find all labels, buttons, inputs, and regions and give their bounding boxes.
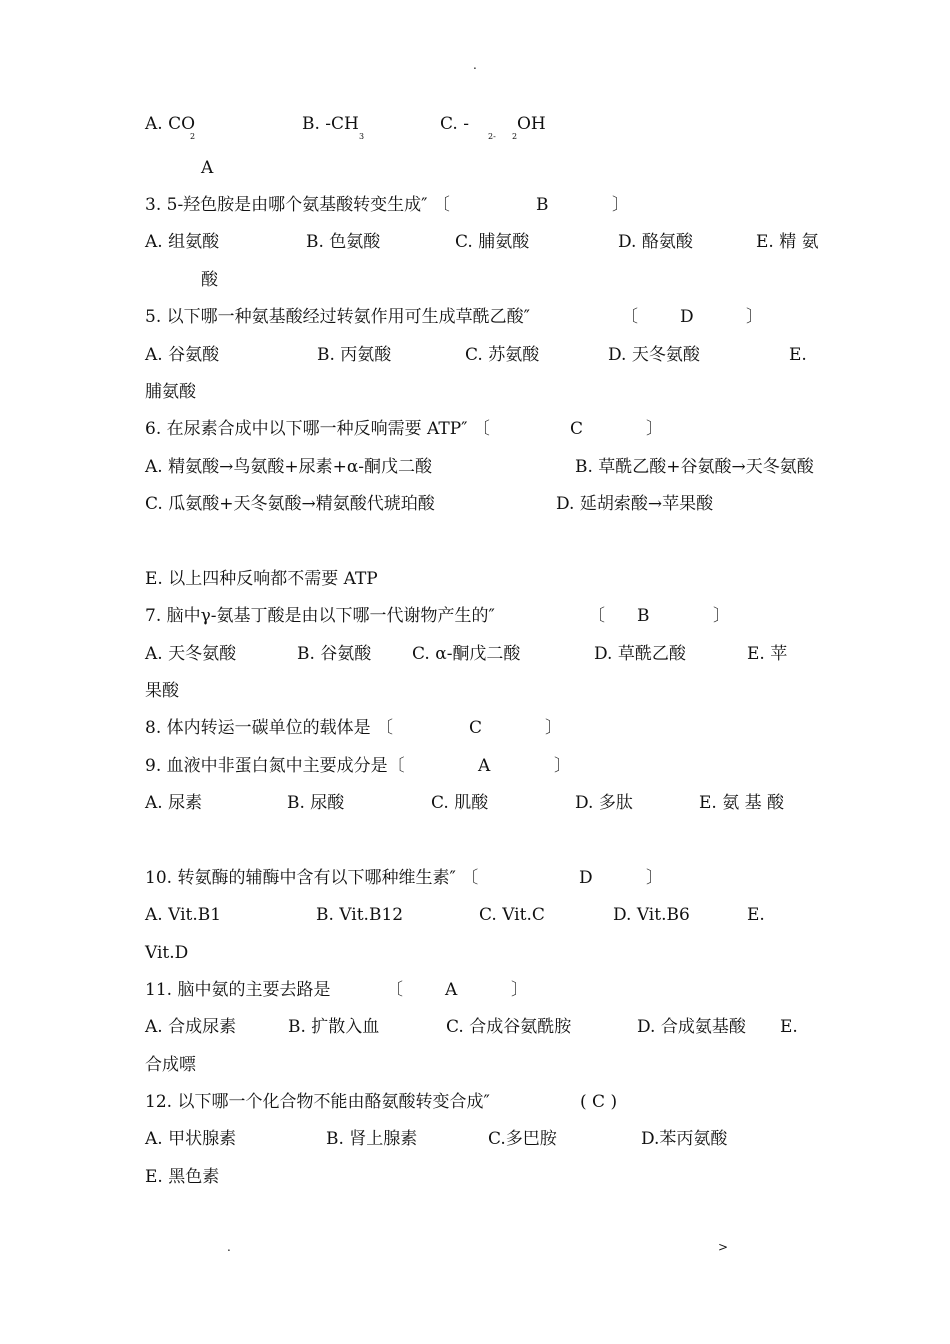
answer: C (570, 419, 584, 439)
answer: B (536, 195, 549, 215)
option-d: D.苯丙氨酸 (641, 1129, 728, 1149)
footer-dot: . (227, 1240, 231, 1254)
option-b: B. 谷氨酸 (297, 644, 372, 664)
option-c: C. 苏氨酸 (465, 345, 540, 365)
option-c: C. 肌酸 (431, 793, 489, 813)
answer: A (445, 980, 458, 1000)
option-a: A. 甲状腺素 (145, 1129, 237, 1149)
option-c: C. 脯氨酸 (455, 232, 530, 252)
option-b: B. -CH (302, 114, 359, 134)
header-dot: . (473, 58, 477, 72)
option-e: E. 精 氨 (756, 232, 819, 252)
option-a: A. 天冬氨酸 (145, 644, 237, 664)
option-e: E. 苹 (747, 644, 788, 664)
option-d: D. 多肽 (575, 793, 633, 813)
option-e-wrap: 酸 (201, 270, 218, 290)
option-e-wrap: Vit.D (145, 943, 189, 963)
option-c: C. 瓜氨酸+天冬氨酸→精氨酸代琥珀酸 (145, 494, 435, 514)
option-c: C.多巴胺 (488, 1129, 557, 1149)
option-d: D. 合成氨基酸 (637, 1017, 746, 1037)
option-b: B. Vit.B12 (316, 905, 404, 925)
question-stem: 8. 体内转运一碳单位的载体是 〔 (145, 718, 394, 738)
option-b: B. 色氨酸 (306, 232, 381, 252)
subscript: 2 (190, 132, 196, 141)
question-stem: 7. 脑中γ-氨基丁酸是由以下哪一代谢物产生的″ (145, 606, 495, 626)
subscript: 3 (359, 132, 365, 141)
option-c: C. Vit.C (479, 905, 545, 925)
question-stem: 6. 在尿素合成中以下哪一种反响需要 ATP″ 〔 (145, 419, 490, 439)
paren-close: 〕 (554, 756, 571, 776)
option-b: B. 肾上腺素 (326, 1129, 418, 1149)
option-d: D. 延胡索酸→苹果酸 (556, 494, 714, 514)
answer-paren: ( C ) (580, 1092, 618, 1112)
option-c: C. - (440, 114, 469, 134)
question-stem: 10. 转氨酶的辅酶中含有以下哪种维生素″ 〔 (145, 868, 479, 888)
option-e: E. (780, 1017, 798, 1037)
option-c: C. α-酮戊二酸 (412, 644, 521, 664)
paren-close: 〕 (612, 195, 629, 215)
answer: A (201, 158, 214, 178)
option-d: D. Vit.B6 (613, 905, 690, 925)
option-a: A. Vit.B1 (145, 905, 222, 925)
option-a: A. 合成尿素 (145, 1017, 237, 1037)
answer: C (469, 718, 483, 738)
question-stem: 3. 5-羟色胺是由哪个氨基酸转变生成″ 〔 (145, 195, 450, 215)
option-d: D. 酪氨酸 (618, 232, 693, 252)
question-stem: 12. 以下哪一个化合物不能由酪氨酸转变合成″ (145, 1092, 490, 1112)
question-stem: 11. 脑中氨的主要去路是 (145, 980, 331, 1000)
paren-close: 〕 (646, 868, 663, 888)
option-e: E. 氨 基 酸 (699, 793, 785, 813)
option-d: D. 草酰乙酸 (594, 644, 686, 664)
answer: A (478, 756, 491, 776)
option-d: D. 天冬氨酸 (608, 345, 700, 365)
subscript: 2 (512, 132, 518, 141)
option-e-wrap: 果酸 (145, 681, 179, 701)
option-e: E. (747, 905, 765, 925)
paren-open: 〔 (386, 980, 403, 1000)
footer-arrow: > (718, 1240, 729, 1254)
question-stem: 9. 血液中非蛋白氮中主要成分是〔 (145, 756, 405, 776)
paren-close: 〕 (646, 419, 663, 439)
option-c-tail: OH (517, 114, 546, 134)
option-e: E. (789, 345, 807, 365)
answer: D (579, 868, 593, 888)
option-a: A. 精氨酸→鸟氨酸+尿素+α-酮戊二酸 (145, 457, 433, 477)
paren-open: 〔 (588, 606, 605, 626)
option-a: A. 组氨酸 (145, 232, 220, 252)
option-b: B. 草酰乙酸+谷氨酸→天冬氨酸 (575, 457, 814, 477)
option-a: A. 谷氨酸 (145, 345, 220, 365)
option-e: E. 以上四种反响都不需要 ATP (145, 569, 378, 589)
option-e-wrap: 脯氨酸 (145, 382, 196, 402)
option-b: B. 尿酸 (287, 793, 345, 813)
option-a: A. CO (145, 114, 196, 134)
paren-open: 〔 (621, 307, 638, 327)
option-b: B. 扩散入血 (288, 1017, 380, 1037)
question-stem: 5. 以下哪一种氨基酸经过转氨作用可生成草酰乙酸″ (145, 307, 530, 327)
answer: D (680, 307, 694, 327)
answer: B (637, 606, 650, 626)
paren-close: 〕 (545, 718, 562, 738)
paren-close: 〕 (713, 606, 730, 626)
option-e: E. 黑色素 (145, 1167, 220, 1187)
option-e-wrap: 合成嘌 (145, 1055, 196, 1075)
paren-close: 〕 (511, 980, 528, 1000)
paren-close: 〕 (746, 307, 763, 327)
option-b: B. 丙氨酸 (317, 345, 392, 365)
option-c: C. 合成谷氨酰胺 (446, 1017, 572, 1037)
subscript: 2- (488, 132, 496, 141)
option-a: A. 尿素 (145, 793, 203, 813)
